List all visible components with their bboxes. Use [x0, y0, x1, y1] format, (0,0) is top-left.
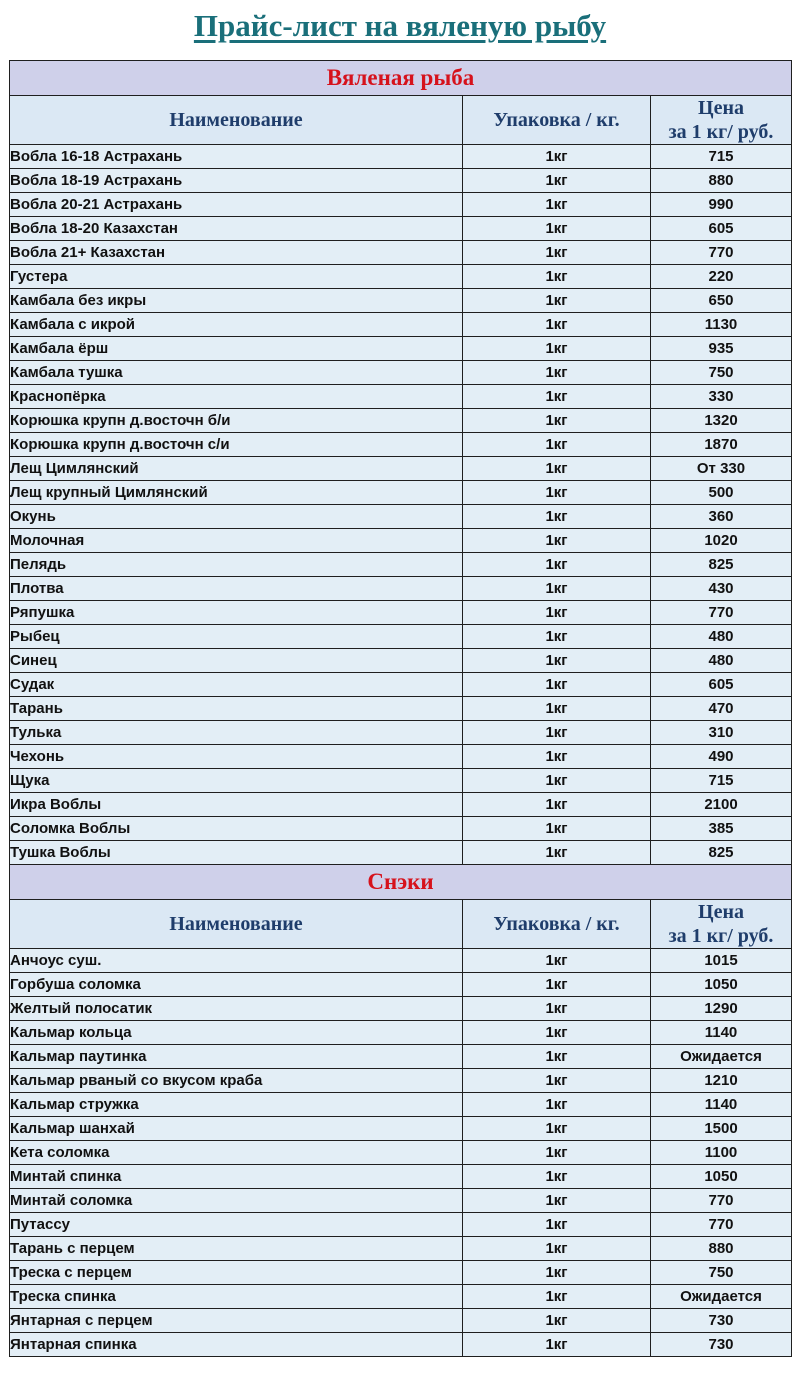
item-pack-cell: 1кг [463, 457, 651, 481]
item-name-cell: Рыбец [10, 625, 463, 649]
item-price-cell: 730 [651, 1309, 792, 1333]
item-price-cell: 1050 [651, 1165, 792, 1189]
column-header-name: Наименование [10, 96, 463, 145]
item-pack-cell: 1кг [463, 1117, 651, 1141]
item-pack-cell: 1кг [463, 997, 651, 1021]
item-name-cell: Минтай спинка [10, 1165, 463, 1189]
item-price-cell: 605 [651, 673, 792, 697]
item-pack-cell: 1кг [463, 601, 651, 625]
section-title: Вяленая рыба [10, 61, 792, 96]
item-pack-cell: 1кг [463, 409, 651, 433]
item-price-cell: 715 [651, 769, 792, 793]
item-price-cell: 490 [651, 745, 792, 769]
item-price-cell: 1140 [651, 1093, 792, 1117]
item-pack-cell: 1кг [463, 337, 651, 361]
item-price-cell: 770 [651, 241, 792, 265]
item-pack-cell: 1кг [463, 673, 651, 697]
table-row [10, 361, 792, 385]
table-row [10, 577, 792, 601]
item-price-cell: 880 [651, 1237, 792, 1261]
item-name-cell: Анчоус суш. [10, 949, 463, 973]
column-header-price-line1: Цена [698, 97, 744, 119]
item-pack-cell: 1кг [463, 1069, 651, 1093]
item-price-cell: 1020 [651, 529, 792, 553]
item-price-cell: 470 [651, 697, 792, 721]
item-name-cell: Горбуша соломка [10, 973, 463, 997]
table-row [10, 1189, 792, 1213]
item-name-cell: Янтарная с перцем [10, 1309, 463, 1333]
table-row [10, 1045, 792, 1069]
table-row [10, 949, 792, 973]
item-price-cell: 360 [651, 505, 792, 529]
table-row [10, 457, 792, 481]
item-pack-cell: 1кг [463, 481, 651, 505]
table-row [10, 841, 792, 865]
item-pack-cell: 1кг [463, 721, 651, 745]
item-name-cell: Густера [10, 265, 463, 289]
item-price-cell: 310 [651, 721, 792, 745]
table-row [10, 1141, 792, 1165]
item-price-cell: 1100 [651, 1141, 792, 1165]
item-pack-cell: 1кг [463, 769, 651, 793]
table-row [10, 145, 792, 169]
table-row [10, 313, 792, 337]
table-row [10, 1237, 792, 1261]
item-price-cell: 990 [651, 193, 792, 217]
item-price-cell: 935 [651, 337, 792, 361]
item-name-cell: Путассу [10, 1213, 463, 1237]
item-pack-cell: 1кг [463, 1237, 651, 1261]
item-name-cell: Кета соломка [10, 1141, 463, 1165]
table-row [10, 1213, 792, 1237]
item-name-cell: Желтый полосатик [10, 997, 463, 1021]
item-price-cell: 220 [651, 265, 792, 289]
column-header-price [651, 96, 792, 145]
item-pack-cell: 1кг [463, 1261, 651, 1285]
item-pack-cell: 1кг [463, 529, 651, 553]
item-price-cell: 1050 [651, 973, 792, 997]
item-price-cell: 730 [651, 1333, 792, 1357]
price-table [9, 60, 792, 1357]
table-row [10, 1309, 792, 1333]
table-row [10, 1261, 792, 1285]
table-row [10, 433, 792, 457]
item-price-cell: Ожидается [651, 1285, 792, 1309]
item-price-cell: 1015 [651, 949, 792, 973]
item-pack-cell: 1кг [463, 361, 651, 385]
item-price-cell: Ожидается [651, 1045, 792, 1069]
item-name-cell: Ряпушка [10, 601, 463, 625]
column-header-name: Наименование [10, 900, 463, 949]
table-row [10, 973, 792, 997]
item-name-cell: Соломка Воблы [10, 817, 463, 841]
item-name-cell: Тушка Воблы [10, 841, 463, 865]
item-pack-cell: 1кг [463, 841, 651, 865]
column-header-price-line2: за 1 кг/ руб. [668, 121, 774, 143]
item-price-cell: 385 [651, 817, 792, 841]
item-pack-cell: 1кг [463, 697, 651, 721]
column-header-price [651, 900, 792, 949]
item-name-cell: Кальмар шанхай [10, 1117, 463, 1141]
item-pack-cell: 1кг [463, 385, 651, 409]
item-name-cell: Кальмар кольца [10, 1021, 463, 1045]
item-name-cell: Камбала без икры [10, 289, 463, 313]
item-name-cell: Кальмар паутинка [10, 1045, 463, 1069]
item-pack-cell: 1кг [463, 193, 651, 217]
item-price-cell: 770 [651, 1213, 792, 1237]
table-row [10, 625, 792, 649]
table-row [10, 697, 792, 721]
item-price-cell: 1210 [651, 1069, 792, 1093]
item-name-cell: Краснопёрка [10, 385, 463, 409]
item-price-cell: 2100 [651, 793, 792, 817]
table-row [10, 721, 792, 745]
item-pack-cell: 1кг [463, 1045, 651, 1069]
item-name-cell: Тарань с перцем [10, 1237, 463, 1261]
table-row [10, 1021, 792, 1045]
table-row [10, 1069, 792, 1093]
item-pack-cell: 1кг [463, 577, 651, 601]
item-pack-cell: 1кг [463, 1285, 651, 1309]
table-row [10, 169, 792, 193]
item-name-cell: Судак [10, 673, 463, 697]
item-pack-cell: 1кг [463, 1165, 651, 1189]
item-name-cell: Пелядь [10, 553, 463, 577]
page-title: Прайс-лист на вяленую рыбу [193, 8, 607, 43]
item-name-cell: Треска спинка [10, 1285, 463, 1309]
item-name-cell: Камбала ёрш [10, 337, 463, 361]
item-pack-cell: 1кг [463, 553, 651, 577]
item-price-cell: 480 [651, 649, 792, 673]
table-row [10, 793, 792, 817]
item-pack-cell: 1кг [463, 1189, 651, 1213]
item-pack-cell: 1кг [463, 265, 651, 289]
item-name-cell: Вобла 18-19 Астрахань [10, 169, 463, 193]
item-name-cell: Корюшка крупн д.восточн с/и [10, 433, 463, 457]
item-name-cell: Корюшка крупн д.восточн б/и [10, 409, 463, 433]
table-row [10, 241, 792, 265]
table-row [10, 529, 792, 553]
item-name-cell: Камбала с икрой [10, 313, 463, 337]
column-header-pack: Упаковка / кг. [463, 96, 651, 145]
item-name-cell: Янтарная спинка [10, 1333, 463, 1357]
item-price-cell: 1500 [651, 1117, 792, 1141]
item-pack-cell: 1кг [463, 313, 651, 337]
item-name-cell: Окунь [10, 505, 463, 529]
item-pack-cell: 1кг [463, 1021, 651, 1045]
table-row [10, 601, 792, 625]
item-pack-cell: 1кг [463, 817, 651, 841]
table-row [10, 745, 792, 769]
item-price-cell: 715 [651, 145, 792, 169]
item-pack-cell: 1кг [463, 241, 651, 265]
item-name-cell: Вобла 20-21 Астрахань [10, 193, 463, 217]
item-price-cell: 1290 [651, 997, 792, 1021]
table-row [10, 1285, 792, 1309]
section-header-row [10, 865, 792, 900]
table-row [10, 1117, 792, 1141]
item-price-cell: 1320 [651, 409, 792, 433]
item-price-cell: 480 [651, 625, 792, 649]
column-header-price-line1: Цена [698, 901, 744, 923]
table-row [10, 673, 792, 697]
item-price-cell: 430 [651, 577, 792, 601]
item-name-cell: Молочная [10, 529, 463, 553]
item-price-cell: 1140 [651, 1021, 792, 1045]
item-price-cell: 1870 [651, 433, 792, 457]
table-row [10, 265, 792, 289]
item-pack-cell: 1кг [463, 217, 651, 241]
item-name-cell: Тулька [10, 721, 463, 745]
item-pack-cell: 1кг [463, 1333, 651, 1357]
table-row [10, 817, 792, 841]
item-name-cell: Чехонь [10, 745, 463, 769]
item-pack-cell: 1кг [463, 973, 651, 997]
price-table-body [10, 61, 792, 1357]
item-pack-cell: 1кг [463, 1093, 651, 1117]
item-price-cell: 1130 [651, 313, 792, 337]
item-price-cell: 880 [651, 169, 792, 193]
item-price-cell: 750 [651, 1261, 792, 1285]
table-row [10, 409, 792, 433]
item-pack-cell: 1кг [463, 949, 651, 973]
item-name-cell: Минтай соломка [10, 1189, 463, 1213]
item-pack-cell: 1кг [463, 793, 651, 817]
item-name-cell: Треска с перцем [10, 1261, 463, 1285]
table-row [10, 769, 792, 793]
table-row [10, 337, 792, 361]
item-pack-cell: 1кг [463, 169, 651, 193]
item-pack-cell: 1кг [463, 505, 651, 529]
item-name-cell: Кальмар рваный со вкусом краба [10, 1069, 463, 1093]
column-header-pack: Упаковка / кг. [463, 900, 651, 949]
table-row [10, 649, 792, 673]
item-name-cell: Вобла 18-20 Казахстан [10, 217, 463, 241]
item-name-cell: Тарань [10, 697, 463, 721]
item-pack-cell: 1кг [463, 649, 651, 673]
item-price-cell: 330 [651, 385, 792, 409]
table-row [10, 505, 792, 529]
table-row [10, 1093, 792, 1117]
table-row [10, 481, 792, 505]
table-row [10, 1165, 792, 1189]
item-price-cell: 650 [651, 289, 792, 313]
item-name-cell: Лещ крупный Цимлянский [10, 481, 463, 505]
table-row [10, 553, 792, 577]
item-name-cell: Вобла 16-18 Астрахань [10, 145, 463, 169]
table-row [10, 289, 792, 313]
item-price-cell: От 330 [651, 457, 792, 481]
item-price-cell: 750 [651, 361, 792, 385]
item-price-cell: 770 [651, 601, 792, 625]
column-header-row [10, 96, 792, 145]
table-row [10, 217, 792, 241]
item-price-cell: 770 [651, 1189, 792, 1213]
section-header-row [10, 61, 792, 96]
column-header-price-line2: за 1 кг/ руб. [668, 925, 774, 947]
item-price-cell: 605 [651, 217, 792, 241]
item-price-cell: 500 [651, 481, 792, 505]
column-header-row [10, 900, 792, 949]
item-name-cell: Лещ Цимлянский [10, 457, 463, 481]
table-row [10, 385, 792, 409]
item-pack-cell: 1кг [463, 1309, 651, 1333]
item-name-cell: Камбала тушка [10, 361, 463, 385]
item-pack-cell: 1кг [463, 145, 651, 169]
item-name-cell: Икра Воблы [10, 793, 463, 817]
item-pack-cell: 1кг [463, 433, 651, 457]
item-pack-cell: 1кг [463, 745, 651, 769]
item-name-cell: Щука [10, 769, 463, 793]
table-row [10, 1333, 792, 1357]
item-name-cell: Вобла 21+ Казахстан [10, 241, 463, 265]
item-name-cell: Синец [10, 649, 463, 673]
item-pack-cell: 1кг [463, 289, 651, 313]
section-title: Снэки [10, 865, 792, 900]
item-price-cell: 825 [651, 841, 792, 865]
item-pack-cell: 1кг [463, 1141, 651, 1165]
item-price-cell: 825 [651, 553, 792, 577]
item-name-cell: Плотва [10, 577, 463, 601]
table-row [10, 193, 792, 217]
item-name-cell: Кальмар стружка [10, 1093, 463, 1117]
item-pack-cell: 1кг [463, 1213, 651, 1237]
table-row [10, 997, 792, 1021]
item-pack-cell: 1кг [463, 625, 651, 649]
